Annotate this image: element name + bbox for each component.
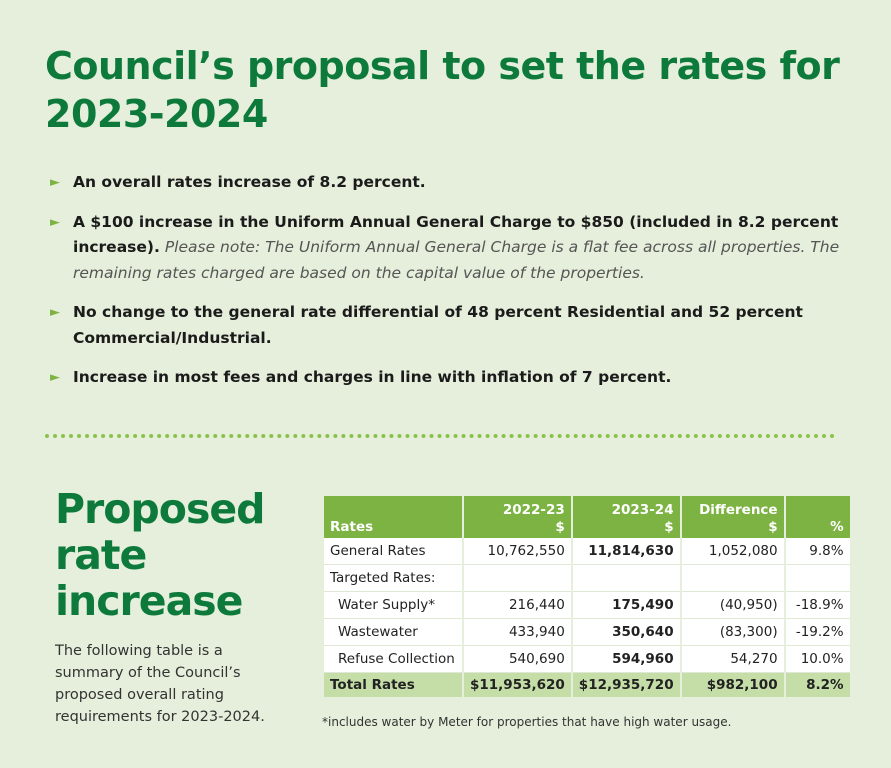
cell-2022-23: 10,762,550: [464, 538, 571, 565]
row-label: Refuse Collection: [324, 646, 462, 673]
cell-percent: 10.0%: [786, 646, 850, 673]
page-title: Council’s proposal to set the rates for 2023-2024: [45, 44, 840, 136]
triangle-right-icon: ►: [50, 175, 60, 190]
table-header-row: [324, 496, 850, 538]
cell-difference: [682, 565, 784, 592]
triangle-right-icon: ►: [50, 214, 60, 230]
bullet-text: A $100 increase in the Uniform Annual General Charge to $850 (included in 8.2 percent increase).: [73, 212, 839, 256]
header-rates: Rates: [324, 496, 462, 538]
cell-2022-23: 540,690: [464, 646, 571, 673]
total-row: [324, 673, 850, 697]
list-item: [50, 170, 850, 196]
bullet-text: An overall rates increase of 8.2 percent.: [73, 173, 426, 191]
header-2022-23: 2022-23 $: [464, 496, 571, 538]
triangle-right-icon: ►: [50, 305, 60, 320]
cell-difference: (83,300): [682, 619, 784, 646]
cell-2023-24: 350,640: [573, 619, 680, 646]
cell-difference: 1,052,080: [682, 538, 784, 565]
total-percent: 8.2%: [786, 673, 850, 697]
bullet-note: Please note: The Uniform Annual General Charge is a flat fee across all properties. The remaining rates charged are based on the capital value of the properties.: [73, 238, 840, 282]
cell-2023-24: 594,960: [573, 646, 680, 673]
section-intro: The following table is a summary of the Council’s proposed overall rating requirements for 2023-2024.: [55, 643, 265, 725]
table-row: [324, 538, 850, 565]
cell-2023-24: 11,814,630: [573, 538, 680, 565]
bullet-text: Increase in most fees and charges in line with inflation of 7 percent.: [73, 368, 672, 386]
total-label: Total Rates: [324, 673, 462, 697]
table-row: [324, 619, 850, 646]
cell-2023-24: [573, 565, 680, 592]
table-row: [324, 592, 850, 619]
row-label: Targeted Rates:: [324, 565, 462, 592]
cell-2022-23: [464, 565, 571, 592]
proposal-list: [50, 170, 850, 405]
dotted-divider: [45, 434, 835, 438]
row-label: Water Supply*: [324, 592, 462, 619]
triangle-right-icon: ►: [50, 370, 60, 385]
list-item: [50, 300, 850, 351]
bullet-text: No change to the general rate differential of 48 percent Residential and 52 percent Commercial/Industrial.: [73, 303, 803, 347]
list-item: [50, 210, 850, 287]
cell-difference: (40,950): [682, 592, 784, 619]
cell-percent: -19.2%: [786, 619, 850, 646]
table-row: [324, 565, 850, 592]
list-item: [50, 365, 850, 391]
total-2023-24: $12,935,720: [573, 673, 680, 697]
cell-2022-23: 433,940: [464, 619, 571, 646]
total-2022-23: $11,953,620: [464, 673, 571, 697]
table-row: [324, 646, 850, 673]
cell-percent: 9.8%: [786, 538, 850, 565]
cell-percent: -18.9%: [786, 592, 850, 619]
rates-table: [322, 496, 852, 697]
cell-2022-23: 216,440: [464, 592, 571, 619]
header-2023-24: 2023-24 $: [573, 496, 680, 538]
cell-difference: 54,270: [682, 646, 784, 673]
footnote: *includes water by Meter for properties that have high water usage.: [322, 715, 732, 729]
header-percent: %: [786, 496, 850, 538]
cell-percent: [786, 565, 850, 592]
cell-2023-24: 175,490: [573, 592, 680, 619]
header-difference: Difference $: [682, 496, 784, 538]
total-difference: $982,100: [682, 673, 784, 697]
row-label: General Rates: [324, 538, 462, 565]
section-title: Proposed rate increase: [55, 485, 265, 625]
row-label: Wastewater: [324, 619, 462, 646]
